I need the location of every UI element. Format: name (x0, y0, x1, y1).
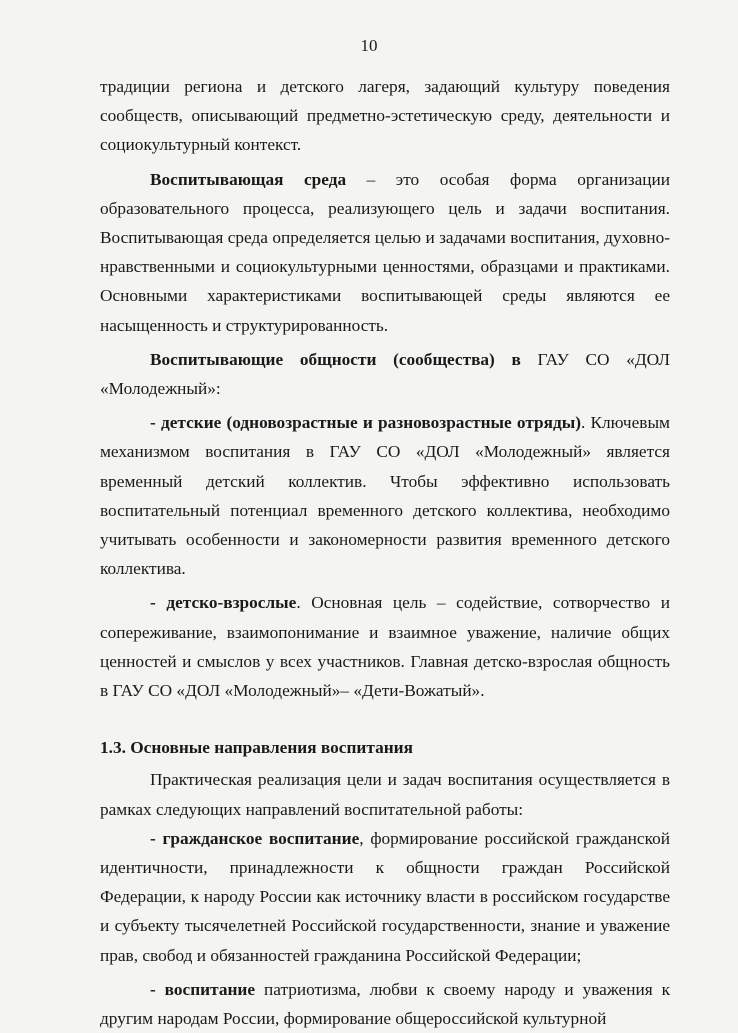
paragraph-text: патриотизма, любви к своему народу и уважения к другим народам России, формирование общероссийской культурной (100, 979, 670, 1029)
section-heading: 1.3. Основные направления воспитания (100, 738, 413, 758)
term-children-communities: - детские (одновозрастные и разновозрастные отряды) (150, 413, 581, 433)
paragraph-text: . Основная цель – содействие, сотворчество и сопереживание, взаимопонимание и взаимное уважение, наличие общих ценностей и смыслов у всех участников. Главная детско-взрослая общность в ГАУ СО «ДОЛ «Молодежный»– «Дети-Вожатый». (100, 593, 670, 701)
paragraph-directions-intro: Практическая реализация цели и задач воспитания осуществляется в рамках следующих направлений воспитательной работы: (100, 770, 670, 819)
paragraph-text: ГАУ СО «ДОЛ «Молодежный»: (100, 349, 670, 399)
document-body (100, 72, 670, 1033)
list-item-patriotic-education (100, 975, 670, 1033)
term-patriotic-education: - воспитание (150, 979, 256, 999)
paragraph-educational-communities (100, 345, 670, 403)
list-item-children-communities (100, 408, 670, 583)
term-educational-communities: Воспитывающие общности (сообщества) в (150, 349, 521, 369)
paragraph-text: , формирование российской гражданской идентичности, принадлежности к общности граждан Российской Федерации, к народу России как источнику власти в российском государстве и субъекту тысячелетней Российской государственности, знание и уважение прав, свобод и обязанностей гражданина Российской Федерации; (100, 828, 670, 965)
paragraph-educational-environment (100, 165, 670, 340)
term-civic-education: - гражданское воспитание (150, 828, 360, 848)
paragraph-text: . Ключевым механизмом воспитания в ГАУ СО «ДОЛ «Молодежный» является временный детский коллектив. Чтобы эффективно использовать воспитательный потенциал временного детского коллектива, необходимо учитывать особенности и закономерности развития временного детского коллектива. (100, 413, 670, 579)
term-educational-environment: Воспитывающая среда (150, 169, 347, 189)
paragraph-text: – это особая форма организации образовательного процесса, реализующего цель и задачи воспитания. Воспитывающая среда определяется целью и задачами воспитания, духовно-нравственными и социокультурными ценностями, образцами и практиками. Основными характеристиками воспитывающей среды являются ее насыщенность и структурированность. (100, 169, 671, 335)
list-item-child-adult-communities (100, 588, 670, 705)
paragraph-continuation: традиции региона и детского лагеря, задающий культуру поведения сообществ, описывающий предметно-эстетическую среду, деятельности и социокультурный контекст. (100, 77, 670, 155)
term-child-adult-communities: - детско-взрослые (150, 593, 297, 613)
list-item-civic-education (100, 824, 670, 970)
page-number: 10 (360, 36, 378, 55)
